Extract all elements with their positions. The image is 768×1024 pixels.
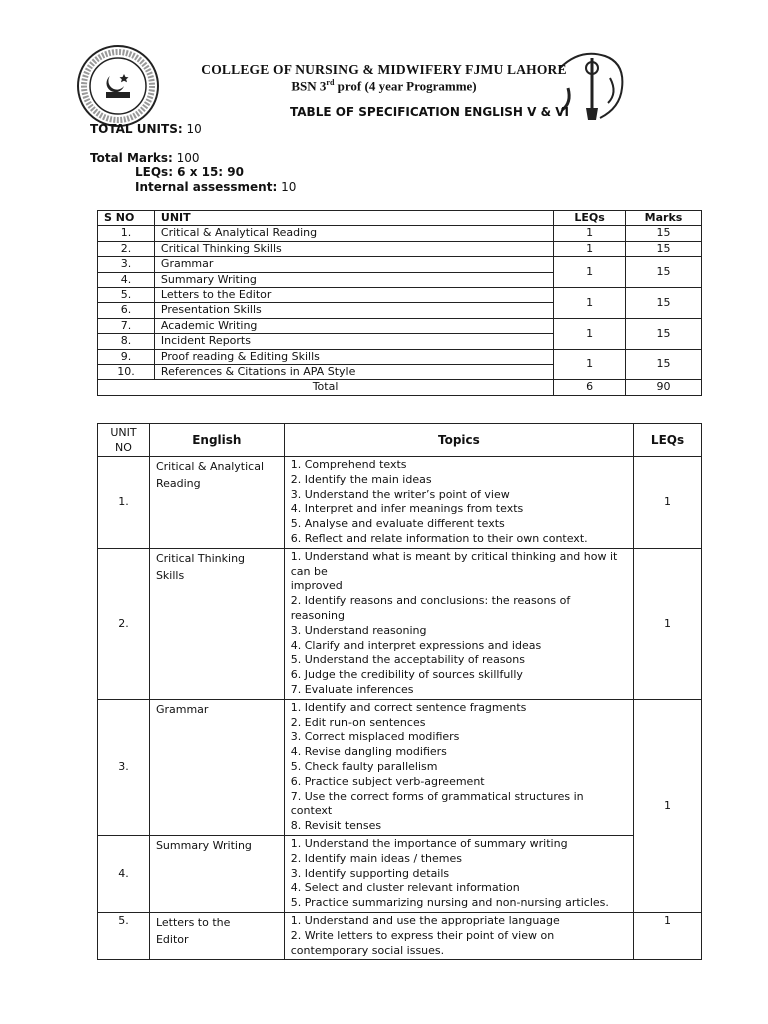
unit-name: Summary Writing [149,835,284,912]
total-units: TOTAL UNITS: 10 [90,122,202,136]
table-row: 1. Critical & Analytical Reading 1. Comprehend texts 2. Identify the main ideas 3. Understand the writer’s point of view 4. Interpret and infer meanings from texts 5. Analyse and evaluate different texts 6. Reflect and relate information to their own context. 1 [98,457,702,549]
table-row: 9. Proof reading & Editing Skills 1 15 [98,349,702,364]
table-row: 6. Presentation Skills [98,303,702,318]
document-subtitle: TABLE OF SPECIFICATION ENGLISH V & VI [290,105,570,119]
unit-name: Critical & Analytical Reading [149,457,284,549]
total-row: Total 6 90 [98,380,702,395]
summary-table [97,210,702,396]
col-header-marks: Marks [626,211,702,226]
col-header-leqs: LEQs [554,211,626,226]
topics-list: 1. Understand and use the appropriate language 2. Write letters to express their point of view on contemporary social issues. [284,912,633,959]
topics-list: 1. Understand the importance of summary writing 2. Identify main ideas / themes 3. Identify supporting details 4. Select and cluster relevant information 5. Practice summarizing nursing and non-nursing articles. [284,835,633,912]
table-row: 10. References & Citations in APA Style [98,364,702,379]
topics-list: 1. Comprehend texts 2. Identify the main ideas 3. Understand the writer’s point of view 4. Interpret and infer meanings from texts 5. Analyse and evaluate different texts 6. Reflect and relate information to their own context. [284,457,633,549]
table-row: 5. Letters to the Editor 1 15 [98,287,702,302]
col-header-unit-no: UNIT NO [98,424,150,457]
table-row: 7. Academic Writing 1 15 [98,318,702,333]
table-row: 3. Grammar 1. Identify and correct sentence fragments 2. Edit run-on sentences 3. Correct misplaced modifiers 4. Revise dangling modifiers 5. Check faulty parallelism 6. Practice subject verb-agreement 7. Use the correct forms of grammatical structures in context 8. Revisit tenses 1 [98,699,702,835]
table-row: 5. Letters to the Editor 1. Understand and use the appropriate language 2. Write letters to express their point of view on contemporary social issues. 1 [98,912,702,959]
table-row: 4. Summary Writing [98,272,702,287]
col-header-sno: S NO [98,211,155,226]
table-row: 3. Grammar 1 15 [98,257,702,272]
table-row: 4. Summary Writing 1. Understand the importance of summary writing 2. Identify main ideas / themes 3. Identify supporting details 4. Select and cluster relevant information 5. Practice summarizing nursing and non-nursing articles. [98,835,702,912]
unit-name: Grammar [149,699,284,835]
topics-list: 1. Understand what is meant by critical thinking and how it can be improved 2. Identify reasons and conclusions: the reasons of reasoning 3. Understand reasoning 4. Clarify and interpret expressions and ideas 5. Understand the acceptability of reasons 6. Judge the credibility of sources skillfully 7. Evaluate inferences [284,548,633,699]
col-header-unit: UNIT [154,211,553,226]
table-row: 2. Critical Thinking Skills 1. Understand what is meant by critical thinking and how it can be improved 2. Identify reasons and conclusions: the reasons of reasoning 3. Understand reasoning 4. Clarify and interpret expressions and ideas 5. Understand the acceptability of reasons 6. Judge the credibility of sources skillfully 7. Evaluate inferences 1 [98,548,702,699]
topics-table [97,423,702,960]
table-row: 2. Critical Thinking Skills 1 15 [98,241,702,256]
col-header-english: English [149,424,284,457]
college-title: COLLEGE OF NURSING & MIDWIFERY FJMU LAHORE [201,62,567,77]
topics-list: 1. Identify and correct sentence fragments 2. Edit run-on sentences 3. Correct misplaced modifiers 4. Revise dangling modifiers 5. Check faulty parallelism 6. Practice subject verb-agreement 7. Use the correct forms of grammatical structures in context 8. Revisit tenses [284,699,633,835]
table-row: 1. Critical & Analytical Reading 1 15 [98,226,702,241]
unit-name: Critical Thinking Skills [149,548,284,699]
internal-assessment: Internal assessment: 10 [135,180,297,194]
total-marks: Total Marks: 100 [90,151,200,165]
leqs-breakdown: LEQs: 6 x 15: 90 [135,165,244,179]
programme-title: BSN 3rd prof (4 year Programme) [291,78,477,94]
col-header-leqs: LEQs [634,424,702,457]
col-header-topics: Topics [284,424,633,457]
table-row: 8. Incident Reports [98,334,702,349]
unit-name: Letters to the Editor [149,912,284,959]
